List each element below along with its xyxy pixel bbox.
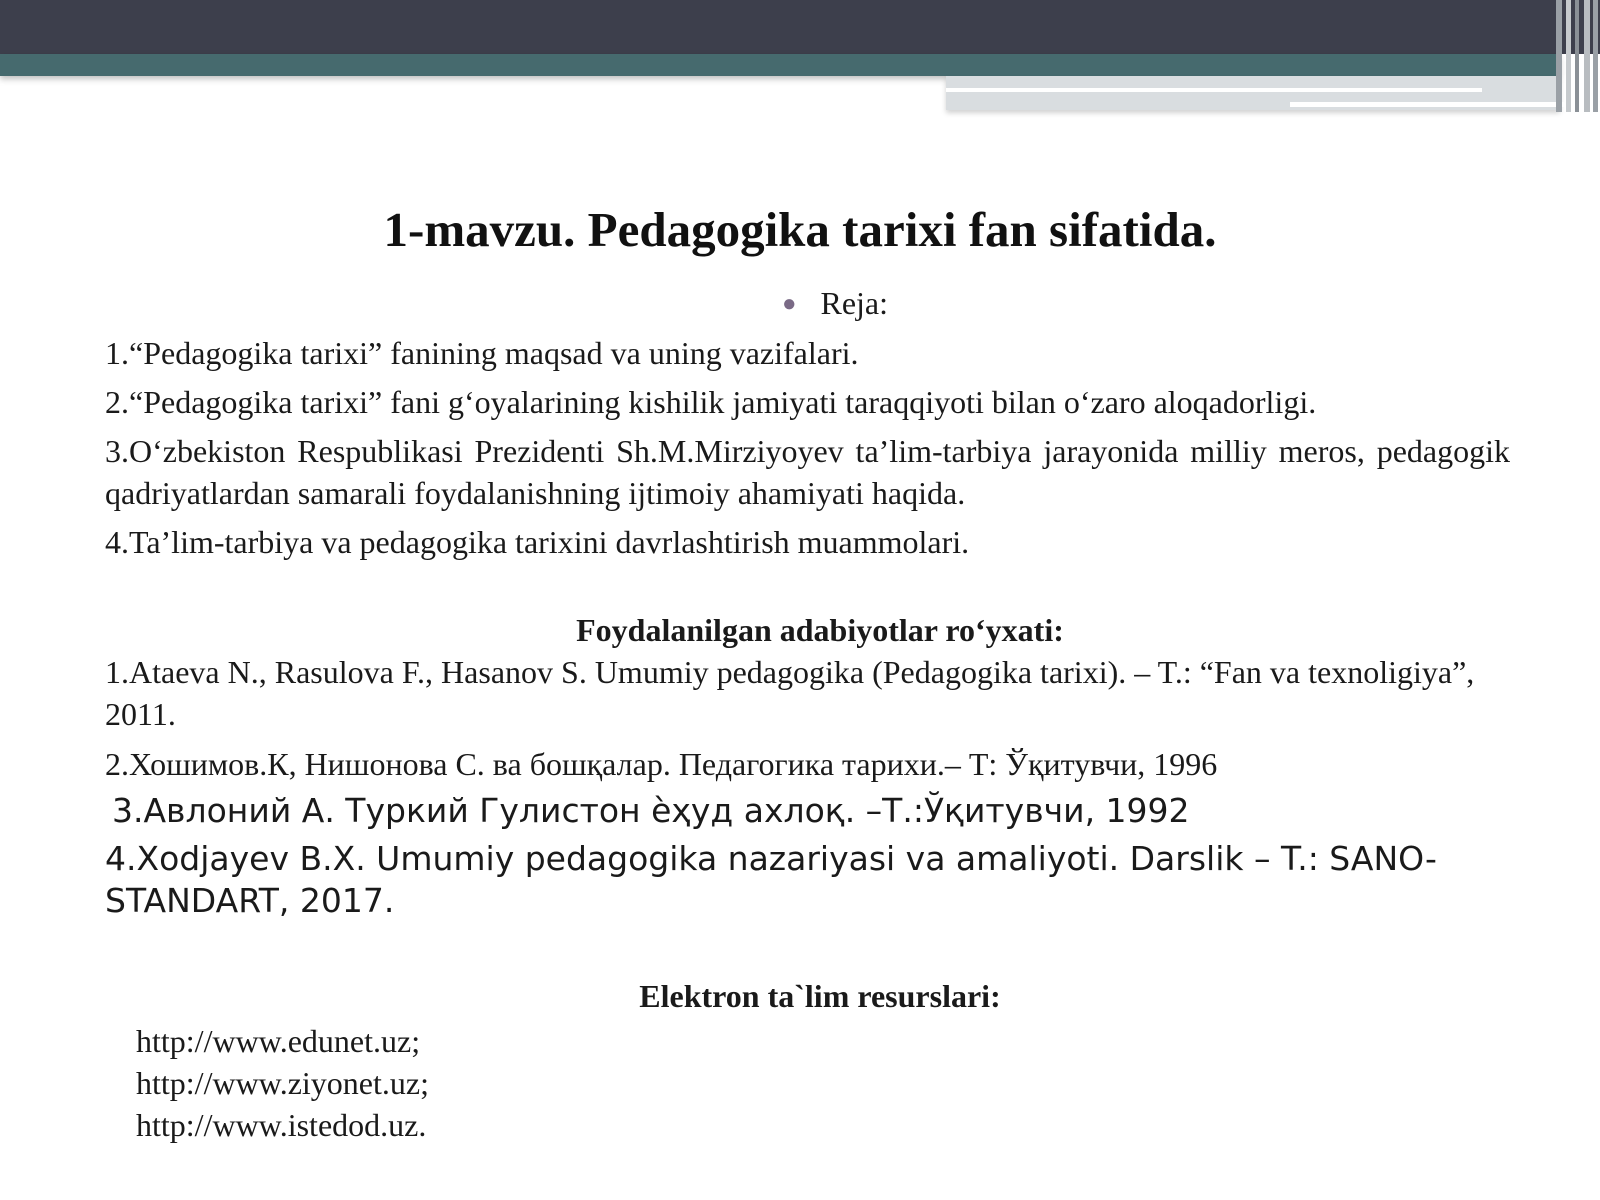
header-dark-band <box>0 0 1600 54</box>
header-edge-stripe <box>1593 0 1598 112</box>
literature-item-2: 2.Хошимов.К, Нишонова С. ва бошқалар. Педагогика тарихи.– Т: Ўқитувчи, 1996 <box>105 746 1218 782</box>
plan-label-row <box>0 283 1600 324</box>
plan-item-2: 2.“Pedagogika tarixi” fani g‘oyalarining kishilik jamiyati taraqqiyoti bilan o‘zaro aloqadorligi. <box>105 384 1317 420</box>
header-teal-band <box>0 54 1560 76</box>
literature-item-4: 4.Xodjayev B.X. Umumiy pedagogika nazariyasi va amaliyoti. Darslik – T.: SANO-STANDART, 2017. <box>105 839 1437 920</box>
header-edge-stripe <box>1584 0 1590 112</box>
resource-link-istedod[interactable]: http://www.istedod.uz. <box>136 1107 427 1143</box>
header-accent-line <box>946 88 1482 92</box>
literature-item-3: 3.Авлоний А. Туркий Гулистон ѐҳуд ахлоқ. –Т.:Ўқитувчи, 1992 <box>112 791 1190 830</box>
resources-heading: Elektron ta`lim resurslari: <box>639 978 1001 1014</box>
plan-label: Reja: <box>820 285 889 321</box>
resource-link-edunet[interactable]: http://www.edunet.uz; <box>136 1023 421 1059</box>
header-edge-stripe <box>1566 0 1571 112</box>
header-accent-line <box>1290 102 1570 107</box>
plan-item-1: 1.“Pedagogika tarixi” fanining maqsad va uning vazifalari. <box>105 335 859 371</box>
plan-item-4: 4.Ta’lim-tarbiya va pedagogika tarixini davrlashtirish muammolari. <box>105 524 970 560</box>
bullet-icon: ● <box>781 291 797 317</box>
slide-title: 1-mavzu. Pedagogika tarixi fan sifatida. <box>383 202 1217 257</box>
literature-item-1: 1.Ataeva N., Rasulova F., Hasanov S. Umumiy pedagogika (Pedagogika tarixi). – T.: “Fan va texnoligiya”, 2011. <box>105 654 1475 732</box>
header-edge-stripe <box>1556 0 1562 112</box>
header-edge-stripe <box>1575 0 1579 112</box>
literature-heading: Foydalanilgan adabiyotlar ro‘yxati: <box>576 612 1064 648</box>
resource-link-ziyonet[interactable]: http://www.ziyonet.uz; <box>136 1065 429 1101</box>
plan-item-3: 3.O‘zbekiston Respublikasi Prezidenti Sh.M.Mirziyoyev ta’lim-tarbiya jarayonida milliy meros, pedagogik qadriyatlardan samarali foydalanishning ijtimoiy ahamiyati haqida. <box>105 433 1510 511</box>
